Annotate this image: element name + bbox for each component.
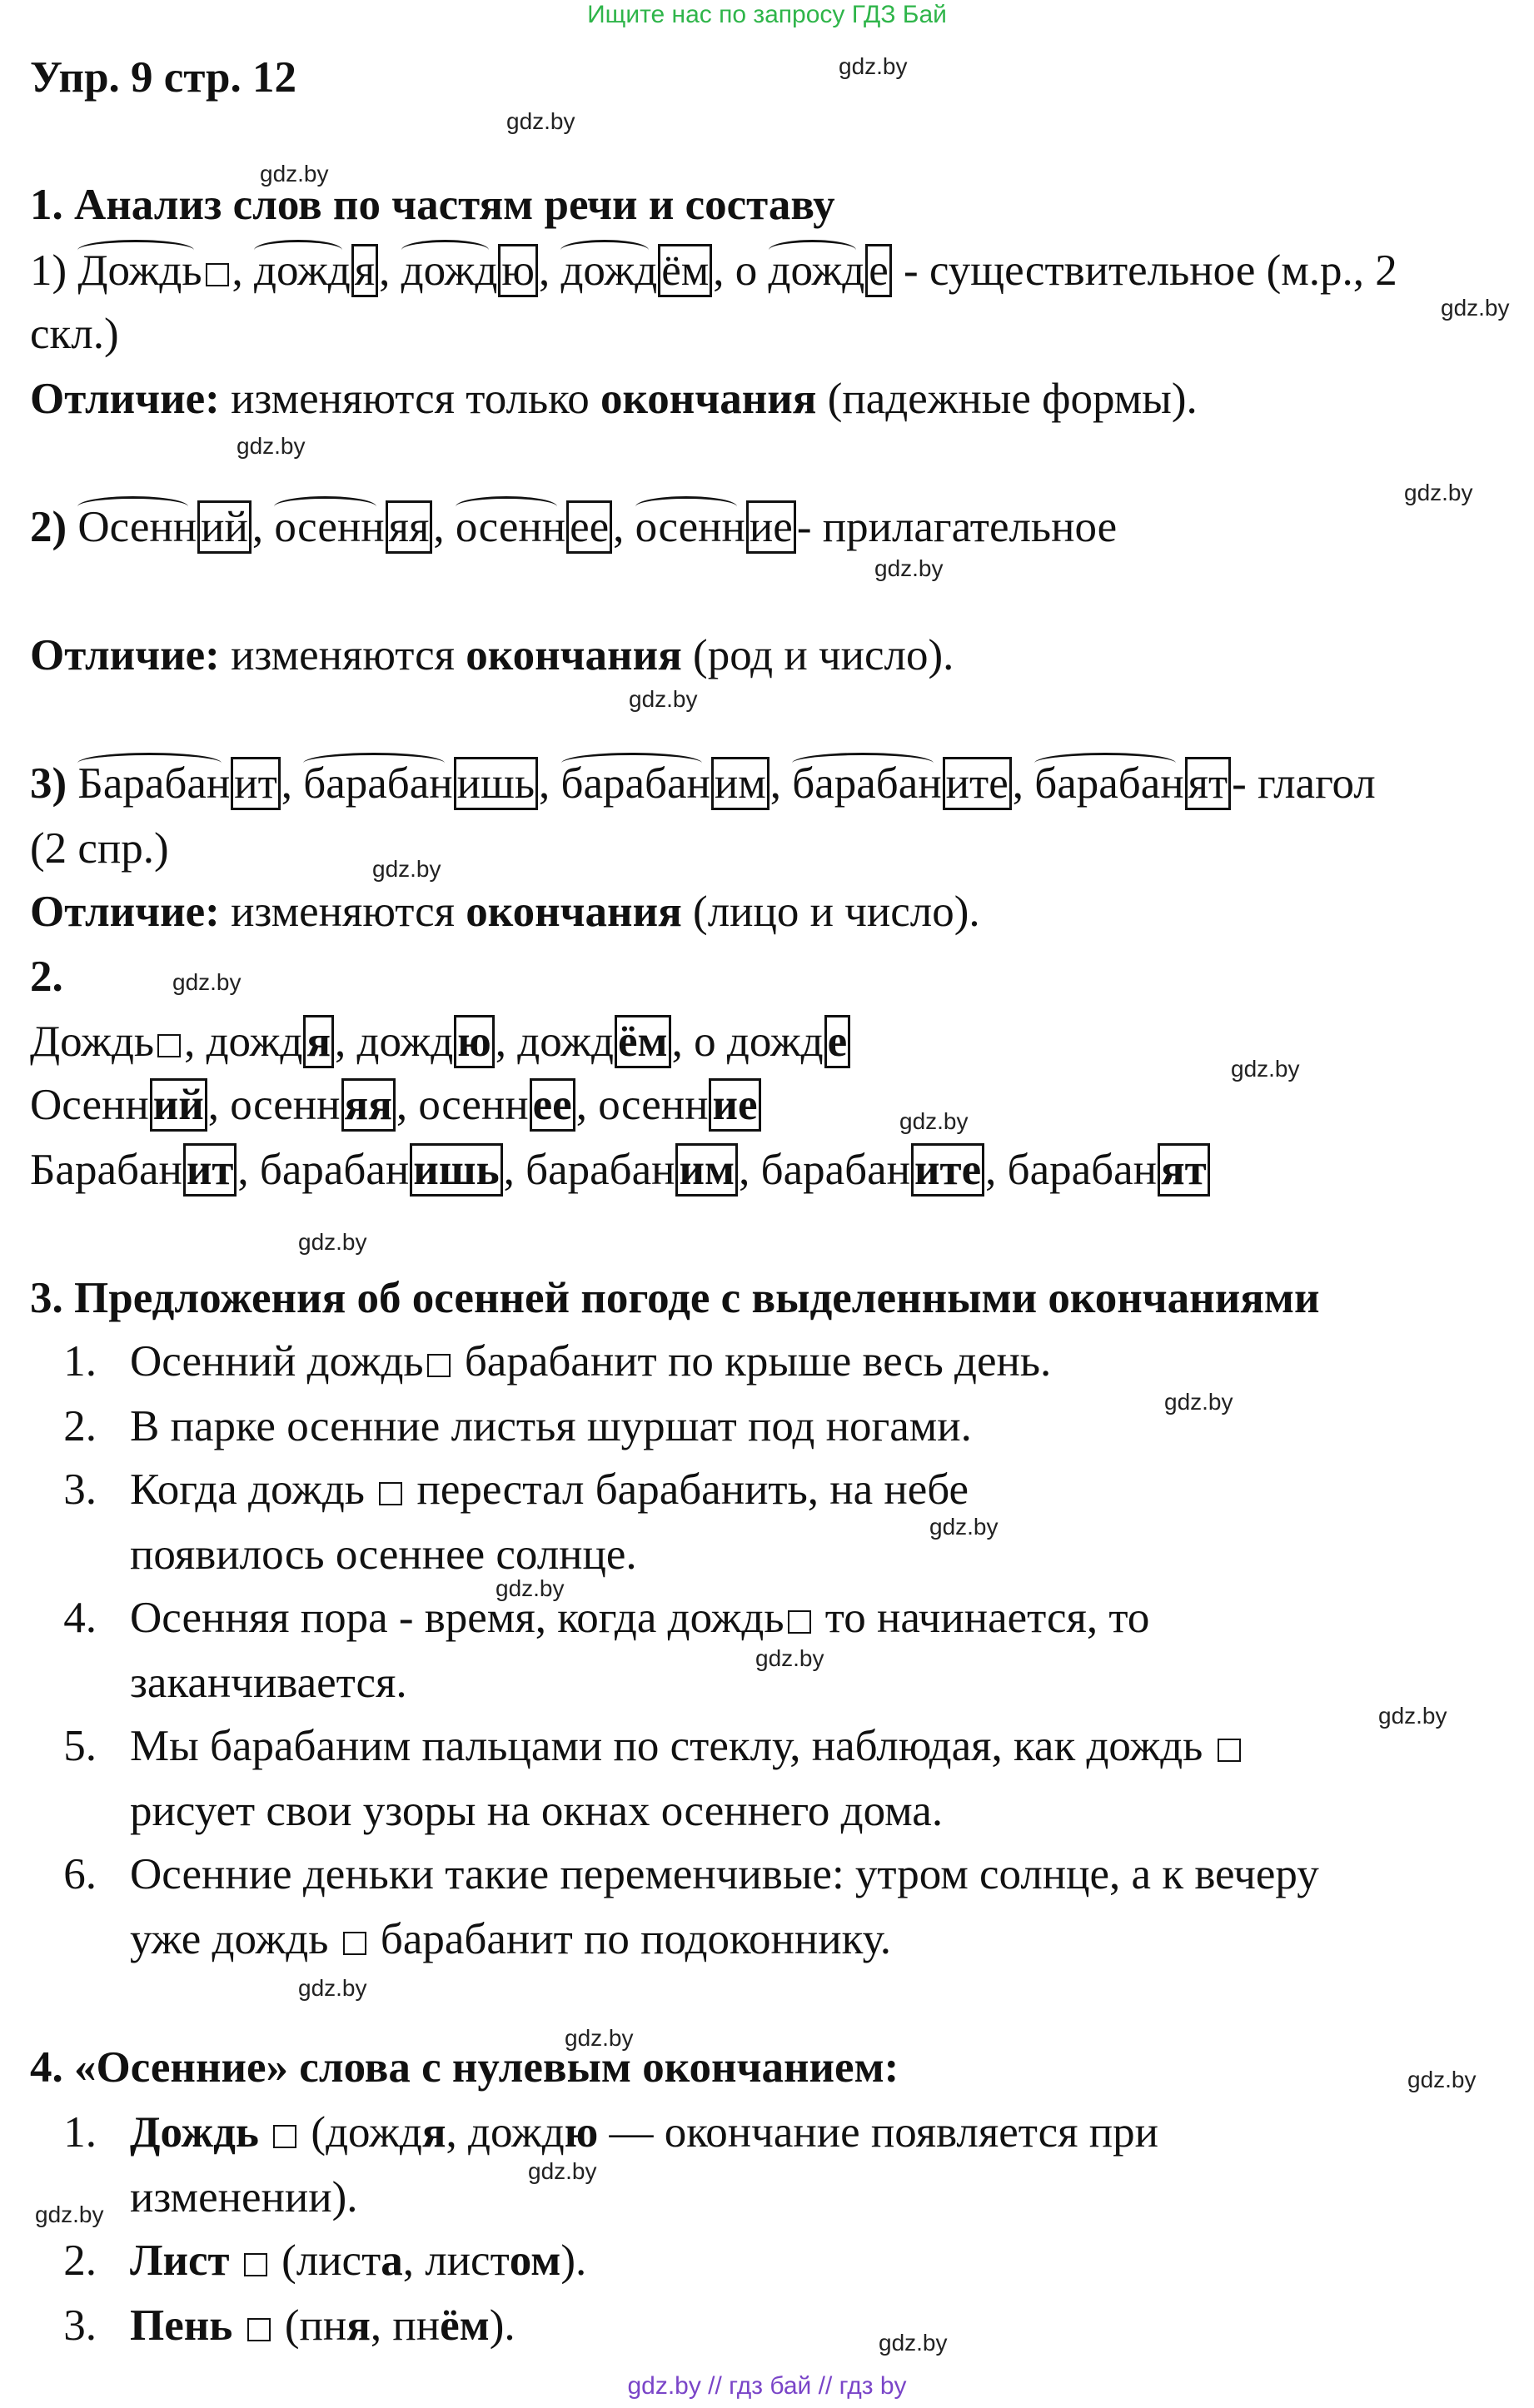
watermark: gdz.by xyxy=(839,53,908,79)
watermark: gdz.by xyxy=(528,2158,597,2184)
search-banner[interactable]: Ищите нас по запросу ГДЗ Бай xyxy=(587,1,947,28)
list-item: 1. Дождь (дождя, дождю — окончание появляется при xyxy=(63,2108,1158,2157)
list-item: 3. Пень (пня, пнём). xyxy=(63,2301,515,2350)
list-item: 2. Лист (листа, листом). xyxy=(63,2236,587,2285)
watermark: gdz.by xyxy=(874,555,944,581)
analysis-line-2: 2) Осенний, осенняя, осеннее, осенние- прилагательное xyxy=(30,501,1117,553)
word-stem: дожд xyxy=(560,246,658,295)
watermark: gdz.by xyxy=(879,2330,948,2356)
endings-row-3: Барабанит, барабанишь, барабаним, барабаните, барабанят xyxy=(30,1144,1211,1196)
section-1-heading: 1. Анализ слов по частям речи и составу xyxy=(30,181,835,229)
list-item-cont: изменении). xyxy=(130,2173,358,2221)
list-item-cont: рисует свои узоры на окнах осеннего дома. xyxy=(130,1787,944,1835)
analysis-line-1-cont: скл.) xyxy=(30,310,119,358)
section-2-heading: 2. xyxy=(30,953,63,1001)
page-title: Упр. 9 стр. 12 xyxy=(30,53,296,102)
ending-box: ём xyxy=(658,244,712,297)
watermark: gdz.by xyxy=(565,2025,634,2051)
ending-box: им xyxy=(711,757,769,810)
list-item: 1. Осенний дождь барабанит по крыше весь день. xyxy=(63,1337,1052,1386)
endings-row-1: Дождь , дождя, дождю, дождём, о дожде xyxy=(30,1016,851,1067)
watermark: gdz.by xyxy=(372,856,441,882)
section-4-heading: 4. «Осенние» слова с нулевым окончанием: xyxy=(30,2043,899,2092)
watermark: gdz.by xyxy=(35,2202,104,2227)
watermark: gdz.by xyxy=(496,1575,565,1601)
difference-3: Отличие: изменяются окончания (лицо и число). xyxy=(30,888,980,936)
watermark: gdz.by xyxy=(1164,1389,1233,1415)
list-item-cont: появилось осеннее солнце. xyxy=(130,1530,637,1579)
list-item: 5. Мы барабаним пальцами по стеклу, наблюдая, как дождь xyxy=(30,1720,1244,1772)
ending-box: ее xyxy=(566,500,612,554)
ending-box: ие xyxy=(746,500,796,554)
analysis-line-1: 1) Дождь , дождя, дождю, дождём, о дожде - существительное (м.р., 2 xyxy=(30,245,1397,296)
ending-box: е xyxy=(865,244,892,297)
ending-box: ю xyxy=(498,244,538,297)
part-of-speech: - существительное (м.р., 2 xyxy=(904,246,1397,295)
word-stem: дожд xyxy=(254,246,351,295)
list-item: 4. Осенняя пора - время, когда дождь то начинается, то xyxy=(63,1594,1150,1642)
analysis-line-3: 3) Барабанит, барабанишь, барабаним, барабаните, барабанят- глагол xyxy=(30,758,1376,809)
ending-box: ите xyxy=(943,757,1012,810)
watermark: gdz.by xyxy=(237,433,306,459)
ending-box: ий xyxy=(197,500,252,554)
difference-1: Отличие: изменяются только окончания (падежные формы). xyxy=(30,375,1198,423)
watermark: gdz.by xyxy=(298,1975,367,2001)
list-item: 6. Осенние деньки такие переменчивые: утром солнце, а к вечеру xyxy=(63,1850,1319,1898)
list-item: 2. В парке осенние листья шуршат под ногами. xyxy=(63,1402,972,1450)
zero-ending-box xyxy=(206,263,229,286)
difference-2: Отличие: изменяются окончания (род и число). xyxy=(30,631,954,679)
watermark: gdz.by xyxy=(1404,480,1473,505)
endings-row-2: Осенний, осенняя, осеннее, осенние xyxy=(30,1079,762,1131)
ending-box: яя xyxy=(386,500,433,554)
analysis-line-3-cont: (2 спр.) xyxy=(30,824,169,873)
ending-box: ят xyxy=(1185,757,1232,810)
footer-links[interactable]: gdz.by // гдз бай // гдз by xyxy=(627,2372,907,2400)
ending-box: я xyxy=(351,244,378,297)
list-item-cont: заканчивается. xyxy=(130,1659,407,1707)
watermark: gdz.by xyxy=(506,108,575,134)
section-3-heading: 3. Предложения об осенней погоде с выделенными окончаниями xyxy=(30,1274,1320,1322)
watermark: gdz.by xyxy=(1441,295,1510,321)
watermark: gdz.by xyxy=(298,1229,367,1255)
ending-box: ишь xyxy=(454,757,538,810)
word-stem: дожд xyxy=(768,246,865,295)
watermark: gdz.by xyxy=(172,969,242,995)
watermark: gdz.by xyxy=(899,1108,969,1134)
watermark: gdz.by xyxy=(1407,2067,1477,2092)
watermark: gdz.by xyxy=(629,686,698,712)
watermark: gdz.by xyxy=(1231,1056,1300,1082)
list-item: 3. Когда дождь перестал барабанить, на небе xyxy=(63,1465,969,1514)
watermark: gdz.by xyxy=(929,1514,999,1540)
watermark: gdz.by xyxy=(755,1645,824,1671)
ending-box: ит xyxy=(231,757,281,810)
watermark: gdz.by xyxy=(260,161,329,187)
item-number: 1) xyxy=(30,246,67,295)
watermark: gdz.by xyxy=(1378,1703,1447,1729)
word-stem: дожд xyxy=(401,246,498,295)
word-stem: Дождь xyxy=(77,246,202,295)
list-item-cont: уже дождь барабанит по подоконнику. xyxy=(130,1915,892,1963)
